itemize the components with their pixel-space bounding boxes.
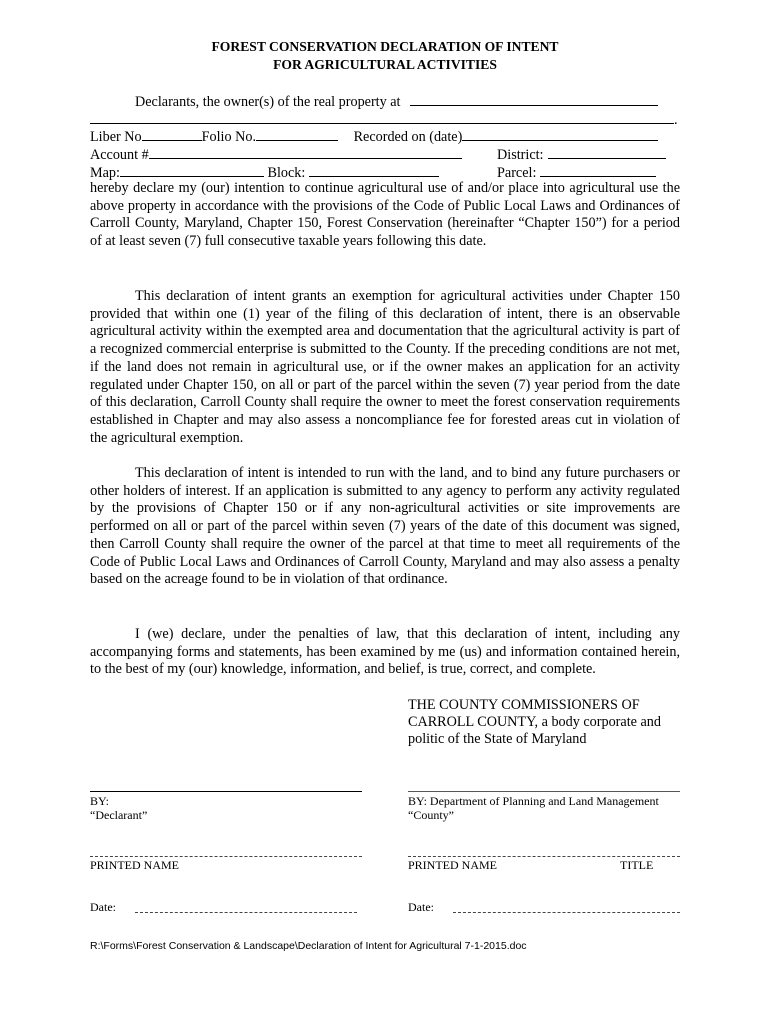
district-field[interactable]	[548, 145, 666, 159]
paragraph-intent: hereby declare my (our) intention to continue agricultural use of and/or place into agricultural use the above property in accordance with the provisions of the Code of Public Local Laws and Ordinances of Carroll County, Maryland, Chapter 150, Forest Conservation (hereinafter “Chapter 150”) for a period of at least seven (7) full consecutive taxable years following this date.	[90, 180, 680, 250]
declarant-date-label: Date:	[90, 900, 116, 914]
map-label: Map:	[90, 165, 120, 181]
paragraph-exemption: This declaration of intent grants an exemption for agricultural activities under Chapter 150 provided that within one (1) year of the filing of this declaration of intent, there is an observable agricultural activity within the exempted area and documentation that the agricultural activity is part of a recognized commercial enterprise is submitted to the County. If the preceding conditions are not met, if the land does not remain in agricultural use, or if the owner makes an application for an activity regulated under Chapter 150, on all or part of the parcel within the seven (7) year period from the date of this declaration, Carroll County shall require the owner to meet the forest conservation requirements established in Chapter and may also assess a noncompliance fee for forested areas cut in violation of the agricultural exemption.	[90, 288, 680, 446]
county-date-line[interactable]	[453, 912, 680, 913]
map-field[interactable]	[120, 163, 264, 177]
document-title-line2: FOR AGRICULTURAL ACTIVITIES	[273, 57, 497, 72]
county-block-line2: CARROLL COUNTY, a body corporate and	[408, 714, 661, 730]
block-label: Block:	[267, 165, 306, 181]
county-block-line1: THE COUNTY COMMISSIONERS OF	[408, 697, 640, 713]
property-address-field[interactable]	[410, 92, 658, 106]
declarant-signature-line[interactable]	[90, 791, 362, 792]
liber-label: Liber No	[90, 129, 142, 145]
address-period: .	[674, 112, 678, 128]
account-label: Account #	[90, 147, 149, 163]
file-path-footer: R:\Forms\Forest Conservation & Landscape\Declaration of Intent for Agricultural 7-1-2015.doc	[90, 940, 527, 952]
declarant-by-label: BY:	[90, 794, 109, 808]
property-address-field-2[interactable]	[90, 110, 674, 124]
parcel-label: Parcel:	[497, 165, 537, 181]
declarant-role-label: “Declarant”	[90, 808, 148, 822]
paragraph-run-with-land: This declaration of intent is intended to run with the land, and to bind any future purchasers or other holders of interest. If an application is submitted to any agency to perform any activity regulated by the provisions of Chapter 150 or if any non-agricultural activities or site improvements are performed on all or part of the parcel within seven (7) years of the date of this document was signed, then Carroll County shall require the owner of the parcel at that time to meet all requirements of the Code of Public Local Laws and Ordinances of Carroll County, Maryland and may also assess a penalty based on the acreage found to be in violation of that ordinance.	[90, 465, 680, 588]
document-title-line1: FOREST CONSERVATION DECLARATION OF INTENT	[211, 39, 559, 54]
folio-field[interactable]	[256, 127, 338, 141]
declarant-printed-name-line[interactable]	[90, 856, 362, 857]
county-printed-name-label: PRINTED NAME	[408, 858, 497, 872]
folio-label: Folio No.	[201, 129, 257, 145]
county-role-label: “County”	[408, 808, 454, 822]
declarants-row	[135, 92, 680, 112]
district-label: District:	[497, 147, 544, 163]
recorded-label: Recorded on (date)	[353, 129, 463, 145]
parcel-field[interactable]	[540, 163, 656, 177]
county-block-line3: politic of the State of Maryland	[408, 731, 587, 747]
liber-field[interactable]	[142, 127, 202, 141]
declarant-date-line[interactable]	[135, 912, 357, 913]
recorded-date-field[interactable]	[462, 127, 658, 141]
county-signature-line[interactable]	[408, 791, 680, 792]
county-printed-name-line[interactable]	[408, 856, 680, 857]
district-row	[497, 145, 680, 165]
county-title-label: TITLE	[620, 858, 654, 872]
declarant-printed-name-label: PRINTED NAME	[90, 858, 179, 872]
county-by-label: BY: Department of Planning and Land Management	[408, 794, 659, 808]
account-field[interactable]	[149, 145, 462, 159]
block-field[interactable]	[309, 163, 439, 177]
county-date-label: Date:	[408, 900, 434, 914]
liber-folio-row	[90, 127, 680, 147]
declarants-label: Declarants, the owner(s) of the real property at	[135, 94, 401, 110]
paragraph-penalties: I (we) declare, under the penalties of law, that this declaration of intent, including any accompanying forms and statements, has been examined by me (us) and information contained herein, to the best of my (our) knowledge, information, and belief, is true, correct, and complete.	[90, 626, 680, 678]
